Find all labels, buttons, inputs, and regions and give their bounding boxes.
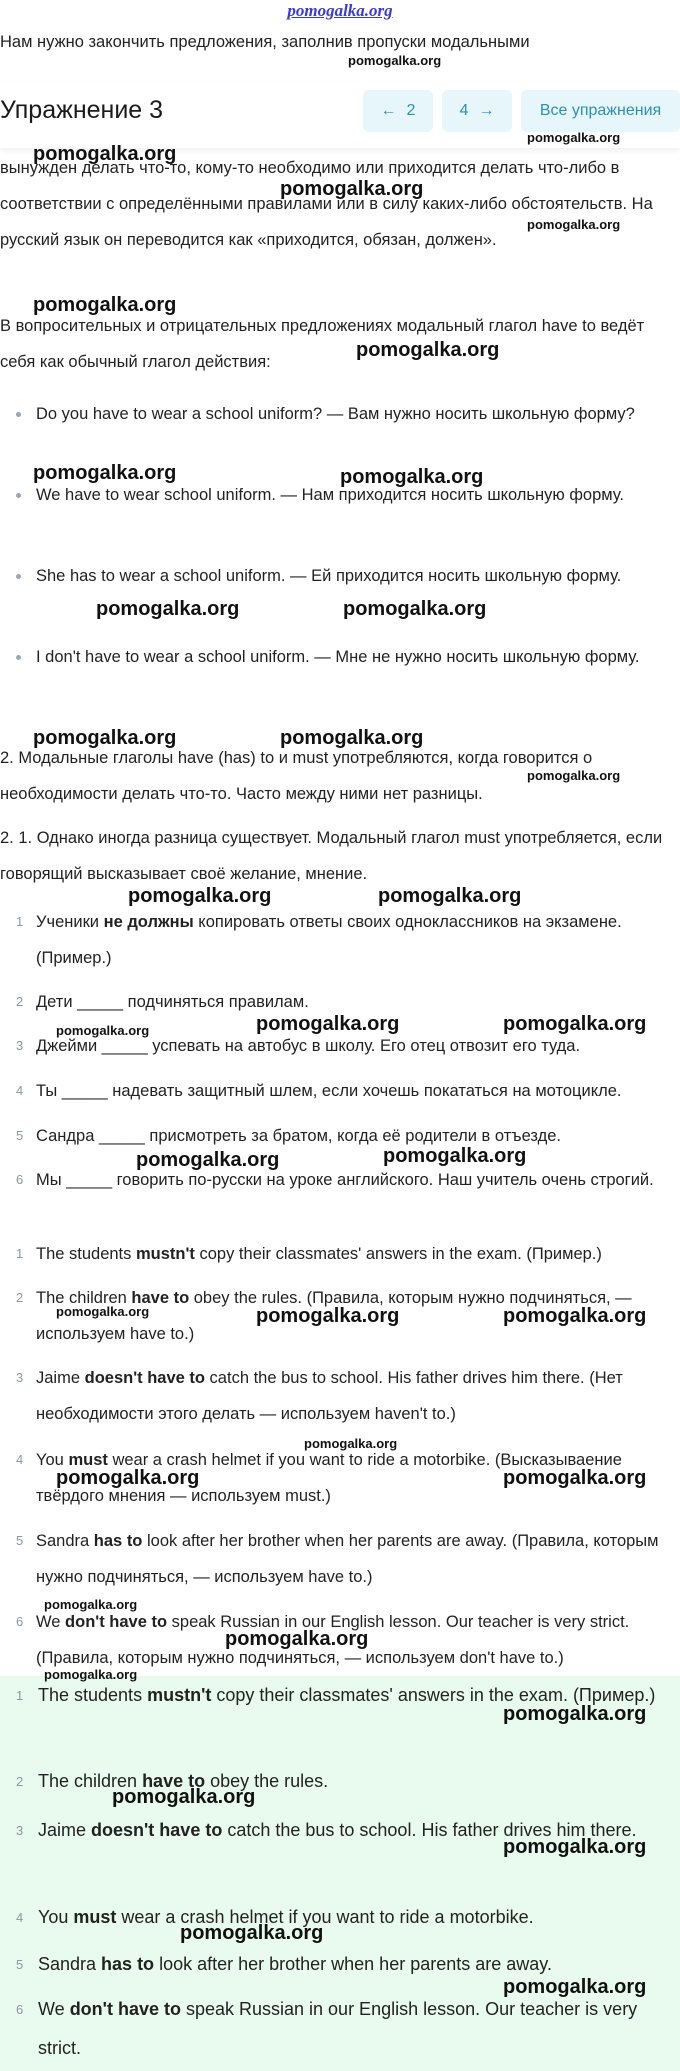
example-item: We have to wear school uniform. — Нам приходится носить школьную форму. xyxy=(0,477,675,514)
example-item: I don't have to wear a school uniform. — Мне не нужно носить школьную форму. xyxy=(0,639,675,676)
answer-number: 3 xyxy=(16,1823,24,1838)
next-exercise-label: 4 xyxy=(459,102,469,119)
intro-text: Нам нужно закончить предложения, заполнив пропуски модальными xyxy=(0,33,530,51)
watermark: pomogalka.org xyxy=(383,1145,527,1167)
answer-number: 4 xyxy=(16,1910,24,1925)
watermark: pomogalka.org xyxy=(180,1922,324,1944)
answer-item: 5 Sandra has to look after her brother when her parents are away. xyxy=(0,1945,675,1984)
watermark: pomogalka.org xyxy=(503,1703,647,1725)
arrow-left-icon: ← xyxy=(380,102,397,119)
task-number: 4 xyxy=(16,1083,24,1098)
example-item: She has to wear a school uniform. — Ей приходится носить школьную форму. xyxy=(0,558,675,595)
task-number: 6 xyxy=(16,1172,24,1187)
watermark: pomogalka.org xyxy=(44,1597,138,1612)
task-number: 3 xyxy=(16,1038,24,1053)
explained-number: 3 xyxy=(16,1370,24,1385)
explained-number: 6 xyxy=(16,1614,24,1629)
answer-item: 4 You must wear a crash helmet if you want to ride a motorbike. xyxy=(0,1898,675,1937)
answer-number: 1 xyxy=(16,1688,24,1703)
watermark: pomogalka.org xyxy=(136,1149,280,1171)
watermark: pomogalka.org xyxy=(44,1667,138,1682)
watermark: pomogalka.org xyxy=(56,1023,150,1038)
explained-item: 2 The children have to obey the rules. (Правила, которым нужно подчиняться, — используем have to.) xyxy=(0,1280,675,1352)
prev-exercise-label: 2 xyxy=(406,102,416,119)
exercise-title: Упражнение 3 xyxy=(0,96,164,124)
watermark: pomogalka.org xyxy=(56,1304,150,1319)
watermark: pomogalka.org xyxy=(503,1305,647,1327)
theory-paragraph-2: В вопросительных и отрицательных предложениях модальный глагол have to ведёт себя как обычный глагол действия: xyxy=(0,317,645,371)
explained-item: 6 We don't have to speak Russian in our English lesson. Our teacher is very strict. (Правила, которым нужно подчиняться, — используем don't have to.) xyxy=(0,1604,675,1676)
answer-item: 6 We don't have to speak Russian in our English lesson. Our teacher is very strict. xyxy=(0,1990,675,2068)
watermark: pomogalka.org xyxy=(356,339,500,361)
explained-item: 3 Jaime doesn't have to catch the bus to school. His father drives him there. (Нет необходимости этого делать — используем haven't to.) xyxy=(0,1360,675,1432)
watermark: pomogalka.org xyxy=(378,885,522,907)
watermark: pomogalka.org xyxy=(503,1976,647,1998)
prev-exercise-button[interactable] xyxy=(363,90,433,132)
task-item: 2 Дети _____ подчиняться правилам. xyxy=(0,984,675,1020)
explained-number: 4 xyxy=(16,1452,24,1467)
watermark: pomogalka.org xyxy=(503,1467,647,1489)
watermark: pomogalka.org xyxy=(96,598,240,620)
task-item: 4 Ты _____ надевать защитный шлем, если хочешь покататься на мотоцикле. xyxy=(0,1073,675,1109)
theory-paragraph-3: 2. Модальные глаголы have (has) to и must употребляются, когда говорится о необходимости делать что-то. Часто между ними нет разницы. xyxy=(0,749,593,803)
answer-item: 1 The students mustn't copy their classmates' answers in the exam. (Пример.) xyxy=(0,1676,675,1715)
watermark: pomogalka.org xyxy=(33,294,177,316)
answer-number: 6 xyxy=(16,2002,24,2017)
task-item: 5 Сандра _____ присмотреть за братом, когда её родители в отъезде. xyxy=(0,1118,675,1154)
task-number: 1 xyxy=(16,914,24,929)
watermark: pomogalka.org xyxy=(527,217,621,232)
watermark: pomogalka.org xyxy=(280,178,424,200)
watermark: pomogalka.org xyxy=(33,462,177,484)
watermark: pomogalka.org xyxy=(112,1786,256,1808)
task-item: 1 Ученики не должны копировать ответы своих одноклассников на экзамене. (Пример.) xyxy=(0,904,675,976)
answer-item: 2 The children have to obey the rules. xyxy=(0,1762,675,1801)
theory-paragraph-4: 2. 1. Однако иногда разница существует. Модальный глагол must употребляется, если говорящий высказывает своё желание, мнение. xyxy=(0,829,663,883)
explained-number: 5 xyxy=(16,1533,24,1548)
watermark: pomogalka.org xyxy=(527,768,621,783)
watermark: pomogalka.org xyxy=(256,1305,400,1327)
next-exercise-button[interactable] xyxy=(442,90,512,132)
watermark: pomogalka.org xyxy=(527,130,621,145)
watermark: pomogalka.org xyxy=(33,727,177,749)
watermark: pomogalka.org xyxy=(256,1013,400,1035)
answers-panel xyxy=(0,1676,680,2071)
watermark: pomogalka.org xyxy=(56,1467,200,1489)
explained-number: 2 xyxy=(16,1290,24,1305)
all-exercises-button[interactable]: Все упражнения xyxy=(521,90,680,132)
arrow-right-icon: → xyxy=(478,102,495,119)
watermark: pomogalka.org xyxy=(225,1628,369,1650)
explained-item: 5 Sandra has to look after her brother when her parents are away. (Правила, которым нужно подчиняться, — используем have to.) xyxy=(0,1523,675,1595)
task-item: 6 Мы _____ говорить по-русски на уроке английского. Наш учитель очень строгий. xyxy=(0,1162,675,1198)
explained-number: 1 xyxy=(16,1246,24,1261)
theory-paragraph-1: вынужден делать что-то, кому-то необходимо или приходится делать что-либо в соответствии с определёнными правилами или в силу каких-либо обстоятельств. На русский язык он переводится как «приходится, обязан, должен». xyxy=(0,159,653,249)
answer-number: 2 xyxy=(16,1774,24,1789)
watermark: pomogalka.org xyxy=(343,598,487,620)
explained-item: 4 You must wear a crash helmet if you want to ride a motorbike. (Высказываение твёрдого мнения — используем must.) xyxy=(0,1442,675,1514)
watermark: pomogalka.org xyxy=(280,727,424,749)
watermark: pomogalka.org xyxy=(128,885,272,907)
task-number: 2 xyxy=(16,994,24,1009)
explained-item: 1 The students mustn't copy their classmates' answers in the exam. (Пример.) xyxy=(0,1236,675,1272)
answer-item: 3 Jaime doesn't have to catch the bus to school. His father drives him there. xyxy=(0,1811,675,1850)
watermark: pomogalka.org xyxy=(503,1836,647,1858)
answer-number: 5 xyxy=(16,1957,24,1972)
watermark: pomogalka.org xyxy=(33,143,177,165)
task-number: 5 xyxy=(16,1128,24,1143)
watermark: pomogalka.org xyxy=(340,466,484,488)
example-item: Do you have to wear a school uniform? — Вам нужно носить школьную форму? xyxy=(0,396,675,433)
watermark: pomogalka.org xyxy=(304,1436,398,1451)
site-logo[interactable]: pomogalka.org xyxy=(287,1,393,20)
watermark: pomogalka.org xyxy=(503,1013,647,1035)
task-item: 3 Джейми _____ успевать на автобус в школу. Его отец отвозит его туда. xyxy=(0,1028,675,1064)
watermark: pomogalka.org xyxy=(348,53,442,68)
